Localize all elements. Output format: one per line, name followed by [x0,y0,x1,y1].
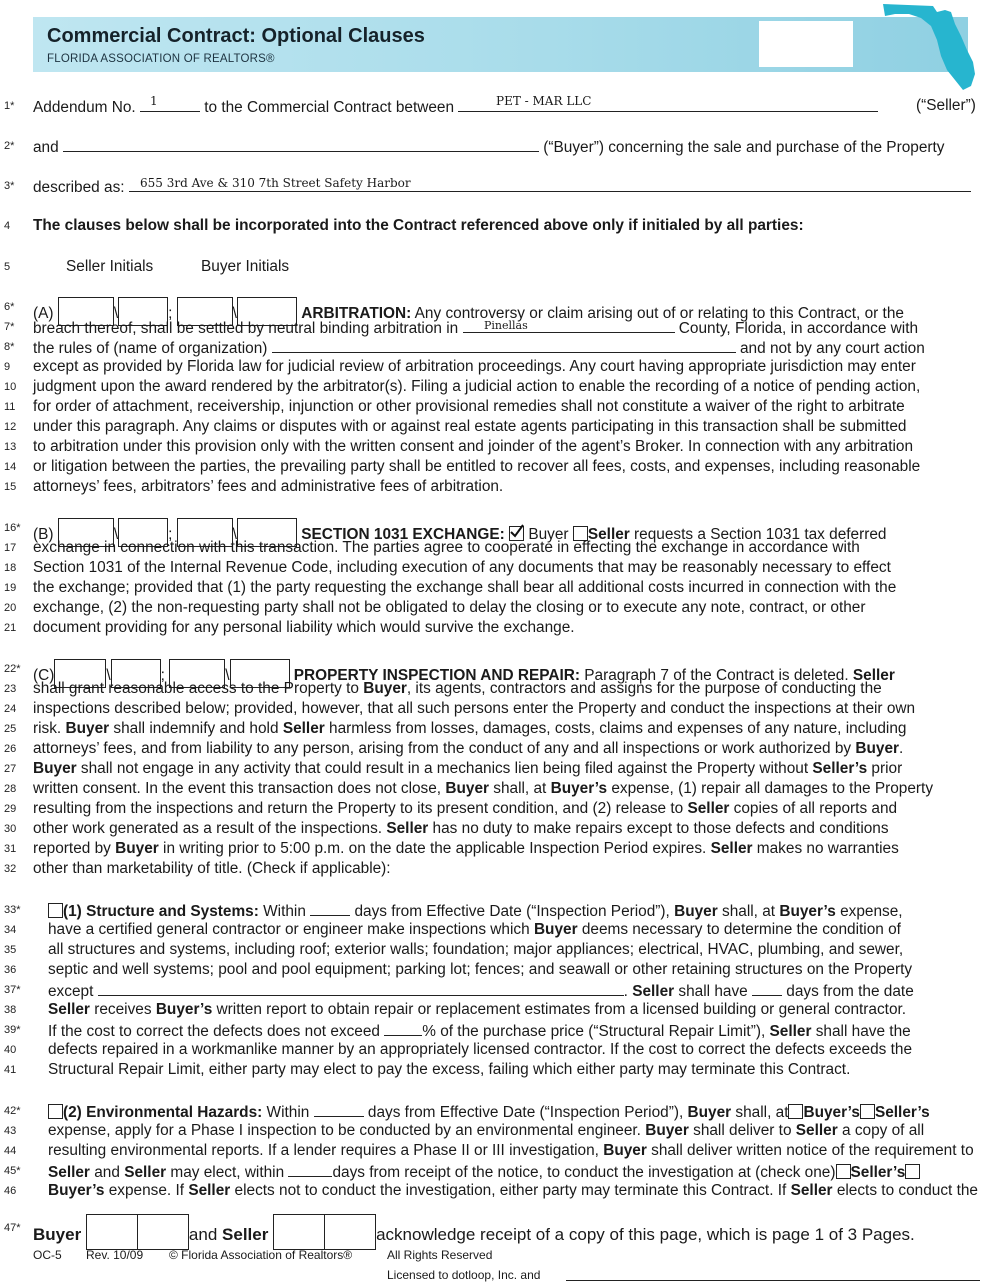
line-21: document providing for any personal liability which would survive the exchange. [33,619,575,636]
phase2-buyers-expense-checkbox[interactable] [905,1164,920,1179]
line-number: 17 [4,542,17,554]
seller-initials-label: Seller Initials [66,258,154,275]
florida-map-icon [875,0,985,92]
line-37: except . Seller shall have days from the date [48,980,914,1002]
line-number: 44 [4,1145,17,1157]
line-number: 38 [4,1004,17,1016]
line-26: attorneys’ fees, and from liability to any person, arising from the conduct of any and all inspections or work authorized by Buyer. [33,740,904,757]
line-46: Buyer’s expense. If Seller elects not to conduct the investigation, either party may terminate this Contract. If Seller elects to conduct the [48,1182,978,1199]
line-43: expense, apply for a Phase I inspection to be conducted by an environmental engineer. Buyer shall deliver to Seller a copy of all [48,1122,925,1139]
line-number: 30 [4,823,17,835]
line-45: Seller and Seller may elect, within days from receipt of the notice, to conduct the investigation at (check one) Seller’s [48,1161,920,1183]
line-number: 37* [4,984,21,996]
structure-days-field[interactable] [310,900,350,916]
line-number: 42* [4,1105,21,1117]
line-number: 18 [4,562,17,574]
line-number: 5 [4,261,11,273]
phase1-buyers-expense-checkbox[interactable] [788,1104,803,1119]
line-36: septic and well systems; pool and pool equipment; parking lot; fences; and seawall or other retaining structures on the Property [48,961,913,978]
line-number: 32 [4,863,17,875]
line-24: inspections described below; provided, however, that all such persons enter the Property and conduct the inspections at their own [33,700,916,717]
line-19: the exchange; provided that (1) the party requesting the exchange shall bear all additional costs incurred in connection with the [33,579,897,596]
line-18: Section 1031 of the Internal Revenue Code, including execution of any documents that may be reasonably necessary to effect [33,559,891,576]
line-number: 45* [4,1165,21,1177]
line-2: and (“Buyer”) concerning the sale and purchase of the Property [33,136,944,158]
line-6: (A) \ ; \ ARBITRATION: Any controversy or claim arising out of or relating to this Contract, or the [33,297,904,326]
property-description-value: 655 3rd Ave & 310 7th Street Safety Harbor [140,176,411,190]
line-number: 41 [4,1064,17,1076]
line-number: 43 [4,1125,17,1137]
form-title: Commercial Contract: Optional Clauses [47,25,425,47]
line-number: 21 [4,622,17,634]
seller-ack-initials-2[interactable] [325,1214,376,1250]
line-27: Buyer shall not engage in any activity that could result in a mechanics lien being filed against the Property without Seller’s prior [33,760,903,777]
line-number: 16* [4,522,21,534]
line-7: breach thereof, shall be settled by neutral binding arbitration in County, Florida, in accordance with [33,317,918,339]
line-1: Addendum No. to the Commercial Contract between [33,96,878,118]
line-23: shall grant reasonable access to the Property to Buyer, its agents, contractors and assigns for the purpose of conducting the [33,680,882,697]
line-number: 39* [4,1024,21,1036]
line-number: 1* [4,100,15,112]
phase2-days-field[interactable] [288,1161,332,1177]
line-number: 40 [4,1044,17,1056]
line-number: 26 [4,743,17,755]
line-number: 20 [4,602,17,614]
form-id: OC-5 [33,1248,62,1262]
arbitration-organization-field[interactable] [272,337,736,353]
buyer-ack-initials-2[interactable] [138,1214,189,1250]
line-31: reported by Buyer in writing prior to 5:00 p.m. on the date the applicable Inspection Period expires. Seller makes no warranties [33,840,899,857]
line-number: 27 [4,763,17,775]
line-9: except as provided by Florida law for judicial review of arbitration proceedings. Any court having appropriate jurisdiction may enter [33,358,916,375]
form-header [33,17,968,72]
line-number: 46 [4,1185,17,1197]
repair-limit-percent-field[interactable] [384,1020,422,1036]
environmental-hazards-checkbox[interactable] [48,1104,63,1119]
structure-systems-checkbox[interactable] [48,903,63,918]
line-40: defects repaired in a workmanlike manner by an appropriately licensed contractor. If the cost to correct the defects exceeds the [48,1041,913,1058]
line-number: 24 [4,703,17,715]
line-12: under this paragraph. Any claims or disputes with or against real estate agents participating in this transaction shall be submitted [33,418,907,435]
copyright: © Florida Association of Realtors® [169,1248,353,1262]
phase2-sellers-expense-checkbox[interactable] [836,1164,851,1179]
line-29: resulting from the inspections and return the Property to its present condition, and (2) release to Seller copies of all reports and [33,800,898,817]
line-number: 7* [4,321,15,333]
line-number: 8* [4,341,15,353]
line-11: for order of attachment, receivership, injunction or other provisional remedies shall not constitute a waiver of the right to arbitrate [33,398,905,415]
line-33: (1) Structure and Systems: Within days from Effective Date (“Inspection Period”), Buyer shall, at Buyer’s expense, [48,900,903,922]
line-number: 33* [4,904,21,916]
line-8: the rules of (name of organization) and not by any court action [33,337,925,359]
line-number: 3* [4,180,15,192]
buyer-initials-label: Buyer Initials [201,258,290,275]
line-14: or litigation between the parties, the prevailing party shall be entitled to recover all fees, costs, and expenses, including reasonable [33,458,921,475]
seller-label: (“Seller”) [916,97,976,114]
seller-name-value: PET - MAR LLC [496,94,592,108]
line-13: to arbitration under this provision only with the written consent and joinder of the agent’s Broker. In connection with any arbitration [33,438,914,455]
form-id-box [759,21,853,67]
line-number: 6* [4,301,15,313]
license-text: Licensed to dotloop, Inc. and [387,1268,541,1282]
line-number: 22* [4,663,21,675]
structure-except-field[interactable] [98,980,624,996]
line-32: other than marketability of title. (Check if applicable): [33,860,391,877]
line-number: 14 [4,461,17,473]
line-39: If the cost to correct the defects does not exceed % of the purchase price (“Structural Repair Limit”), Seller shall have the [48,1020,911,1042]
phase1-sellers-expense-checkbox[interactable] [860,1104,875,1119]
line-number: 29 [4,803,17,815]
arbitration-county-value: Pinellas [484,319,528,332]
environmental-days-field[interactable] [314,1101,364,1117]
buyer-ack-initials-1[interactable] [86,1214,138,1250]
form-subtitle: FLORIDA ASSOCIATION OF REALTORS® [47,53,275,65]
line-number: 31 [4,843,17,855]
rights-reserved: All Rights Reserved [387,1248,493,1262]
estimate-days-field[interactable] [752,980,782,996]
line-number: 25 [4,723,17,735]
line-number: 35 [4,944,17,956]
line-number: 4 [4,220,11,232]
addendum-number-value: 1 [150,94,158,108]
line-number: 28 [4,783,17,795]
line-47: Buyer and Seller acknowledge receipt of a copy of this page, which is page 1 of 3 Pages. [33,1214,915,1250]
line-25: risk. Buyer shall indemnify and hold Seller harmless from losses, damages, costs, claims and expenses of any nature, including [33,720,907,737]
line-number: 19 [4,582,17,594]
line-22: (C) \ ; \ PROPERTY INSPECTION AND REPAIR: Paragraph 7 of the Contract is deleted. Seller [33,659,895,688]
line-number: 11 [4,401,16,413]
checkmark-icon [509,524,524,539]
line-number: 15 [4,481,17,493]
line-44: resulting environmental reports. If a lender requires a Phase II or III investigation, Buyer shall deliver written notice of the requirement to [48,1142,974,1159]
line-17: exchange in connection with this transaction. The parties agree to cooperate in effecting the exchange in accordance with [33,539,860,556]
line-10: judgment upon the award rendered by the arbitrator(s). Filing a judicial action to enable the recording of a notice of pending action, [33,378,921,395]
revision: Rev. 10/09 [86,1248,144,1262]
license-line [566,1280,980,1281]
line-number: 12 [4,421,17,433]
addendum-number-field[interactable] [140,96,200,112]
line-number: 10 [4,381,17,393]
line-4: The clauses below shall be incorporated into the Contract referenced above only if initialed by all parties: [33,217,804,234]
line-number: 36 [4,964,17,976]
line-38: Seller receives Buyer’s written report to obtain repair or replacement estimates from a licensed building or general contractor. [48,1001,907,1018]
line-42: (2) Environmental Hazards: Within days from Effective Date (“Inspection Period”), Buyer shall, at Buyer’s Seller’s [48,1101,930,1123]
line-34: have a certified general contractor or engineer make inspections which Buyer deems necessary to determine the condition of [48,921,901,938]
line-number: 47* [4,1222,21,1234]
line-number: 34 [4,924,17,936]
line-15: attorneys’ fees, arbitrators’ fees and administrative fees of arbitration. [33,478,504,495]
line-number: 9 [4,361,11,373]
line-number: 23 [4,683,17,695]
buyer-name-field[interactable] [63,136,539,152]
line-28: written consent. In the event this transaction does not close, Buyer shall, at Buyer’s expense, (1) repair all damages to the Property [33,780,934,797]
line-number: 13 [4,441,17,453]
line-30: other work generated as a result of the inspections. Seller has no duty to make repairs except to those defects and conditions [33,820,889,837]
line-3: described as: [33,176,971,198]
line-41: Structural Repair Limit, either party may elect to pay the excess, failing which either party may terminate this Contract. [48,1061,851,1078]
line-number: 2* [4,140,15,152]
seller-ack-initials-1[interactable] [273,1214,325,1250]
line-16: (B) \ ; \ SECTION 1031 EXCHANGE: Buyer Seller requests a Section 1031 tax deferred [33,518,886,547]
line-20: exchange, (2) the non-requesting party shall not be obligated to delay the closing or to execute any note, contract, or other [33,599,866,616]
line-35: all structures and systems, including roof; exterior walls; foundation; major appliances; electrical, HVAC, plumbing, and sewer, [48,941,904,958]
